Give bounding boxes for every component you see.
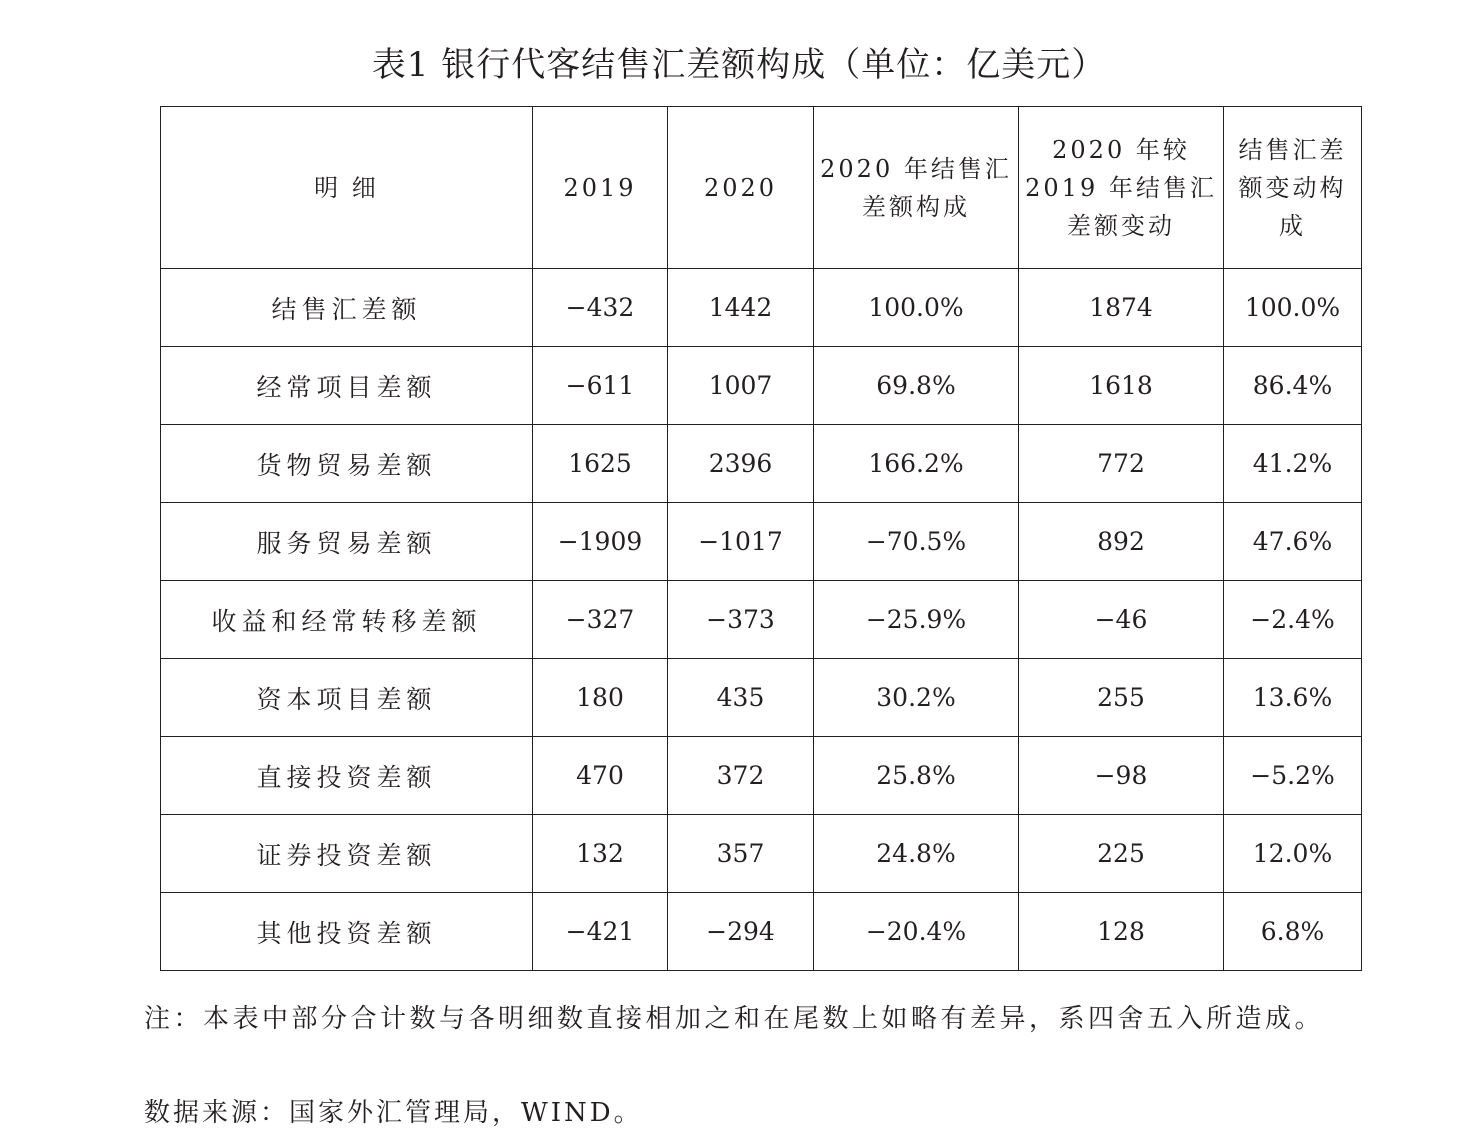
change-vs-2019: 1874 [1019,269,1224,347]
change-vs-2019: 772 [1019,425,1224,503]
row-label: 经常项目差额 [161,347,533,425]
header-2019: 2019 [533,107,668,269]
value-2020: −1017 [668,503,814,581]
change-composition: −5.2% [1224,737,1362,815]
row-label: 结售汇差额 [161,269,533,347]
table-row [161,815,1362,893]
table-row [161,581,1362,659]
row-label: 证券投资差额 [161,815,533,893]
value-2019: −327 [533,581,668,659]
table-row [161,893,1362,971]
row-label: 服务贸易差额 [161,503,533,581]
value-2019: −1909 [533,503,668,581]
header-2020: 2020 [668,107,814,269]
value-2019: 1625 [533,425,668,503]
header-change-vs-2019: 2020 年较 2019 年结售汇差额变动 [1019,107,1224,269]
table-row [161,503,1362,581]
change-vs-2019: 1618 [1019,347,1224,425]
composition-2020: 100.0% [814,269,1019,347]
composition-2020: 24.8% [814,815,1019,893]
change-composition: 6.8% [1224,893,1362,971]
composition-2020: 166.2% [814,425,1019,503]
composition-2020: 25.8% [814,737,1019,815]
table-header-row [161,107,1362,269]
value-2019: 132 [533,815,668,893]
value-2020: −373 [668,581,814,659]
value-2019: 180 [533,659,668,737]
change-composition: 41.2% [1224,425,1362,503]
change-composition: −2.4% [1224,581,1362,659]
composition-2020: 69.8% [814,347,1019,425]
data-table [160,106,1362,971]
table-row [161,737,1362,815]
value-2020: 372 [668,737,814,815]
change-vs-2019: 128 [1019,893,1224,971]
data-source: 数据来源：国家外汇管理局，WIND。 [144,1098,643,1128]
header-detail: 明 细 [161,107,533,269]
table-row [161,269,1362,347]
change-vs-2019: 225 [1019,815,1224,893]
composition-2020: 30.2% [814,659,1019,737]
change-composition: 100.0% [1224,269,1362,347]
value-2020: 1442 [668,269,814,347]
composition-2020: −20.4% [814,893,1019,971]
row-label: 收益和经常转移差额 [161,581,533,659]
table-body [161,269,1362,971]
value-2019: −421 [533,893,668,971]
composition-2020: −70.5% [814,503,1019,581]
change-composition: 86.4% [1224,347,1362,425]
change-composition: 13.6% [1224,659,1362,737]
value-2020: 1007 [668,347,814,425]
row-label: 货物贸易差额 [161,425,533,503]
change-vs-2019: −46 [1019,581,1224,659]
table-note: 注：本表中部分合计数与各明细数直接相加之和在尾数上如略有差异，系四舍五入所造成。 [144,1004,1325,1034]
value-2020: 435 [668,659,814,737]
value-2020: 357 [668,815,814,893]
change-vs-2019: −98 [1019,737,1224,815]
row-label: 资本项目差额 [161,659,533,737]
composition-2020: −25.9% [814,581,1019,659]
header-2020-composition: 2020 年结售汇差额构成 [814,107,1019,269]
change-vs-2019: 255 [1019,659,1224,737]
row-label: 直接投资差额 [161,737,533,815]
value-2019: −611 [533,347,668,425]
value-2020: 2396 [668,425,814,503]
header-change-composition: 结售汇差额变动构成 [1224,107,1362,269]
value-2020: −294 [668,893,814,971]
value-2019: −432 [533,269,668,347]
row-label: 其他投资差额 [161,893,533,971]
change-composition: 47.6% [1224,503,1362,581]
change-composition: 12.0% [1224,815,1362,893]
table-title: 表1 银行代客结售汇差额构成（单位：亿美元） [371,45,1107,85]
change-vs-2019: 892 [1019,503,1224,581]
value-2019: 470 [533,737,668,815]
table-row [161,659,1362,737]
table-row [161,347,1362,425]
table-row [161,425,1362,503]
